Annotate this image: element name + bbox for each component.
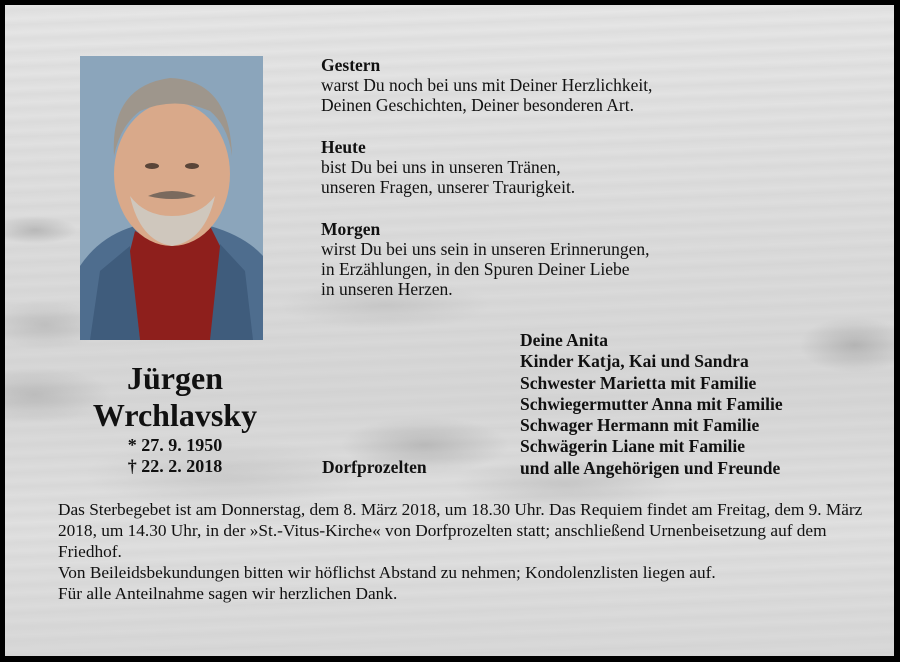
obituary-card [5, 5, 894, 656]
birth-date: * 27. 9. 1950 [127, 435, 223, 455]
mourner: Schwägerin Liane mit Familie [520, 436, 746, 457]
mourner: Schwester Marietta mit Familie [520, 372, 757, 393]
notice-thanks: Für alle Anteilnahme sagen wir herzlichen Dank. [58, 584, 398, 603]
portrait-photo [80, 56, 263, 340]
mourner: Schwiegermutter Anna mit Familie [520, 393, 783, 414]
place-name: Dorfprozelten [322, 457, 427, 477]
stanza-line: wirst Du bei uns sein in unseren Erinnerungen, [321, 239, 650, 259]
stanza-line: bist Du bei uns in unseren Tränen, [321, 157, 561, 177]
stanza-morgen [321, 219, 652, 299]
poem [321, 55, 652, 321]
death-date: † 22. 2. 2018 [127, 456, 223, 476]
mourners-list [520, 330, 783, 479]
stanza-line: in Erzählungen, in den Spuren Deiner Liebe [321, 259, 630, 279]
notice-condolences: Von Beileidsbekundungen bitten wir höflichst Abstand zu nehmen; Kondolenzlisten liegen auf. [58, 563, 716, 582]
deceased-first-name: Jürgen [127, 360, 223, 396]
funeral-notice [58, 499, 878, 604]
portrait-image [80, 56, 263, 340]
stanza-gestern [321, 55, 652, 115]
stanza-heading: Gestern [321, 55, 381, 75]
mourner: und alle Angehörigen und Freunde [520, 457, 781, 478]
notice-service-info: Das Sterbegebet ist am Donnerstag, dem 8. März 2018, um 18.30 Uhr. Das Requiem findet am Freitag, dem 9. März 2018, um 14.30 Uhr, in der »St.-Vitus-Kirche« von Dorfprozelten statt; anschließend Urnenbeisetzung auf dem Friedhof. [58, 500, 863, 561]
stanza-heading: Heute [321, 137, 366, 157]
stanza-line: unseren Fragen, unserer Traurigkeit. [321, 177, 576, 197]
mourner: Schwager Hermann mit Familie [520, 415, 760, 436]
life-dates [95, 435, 255, 477]
stanza-line: warst Du noch bei uns mit Deiner Herzlichkeit, [321, 75, 653, 95]
stanza-line: in unseren Herzen. [321, 279, 453, 299]
stanza-heute [321, 137, 652, 197]
mourner: Kinder Katja, Kai und Sandra [520, 351, 749, 372]
stanza-line: Deinen Geschichten, Deiner besonderen Art. [321, 95, 634, 115]
stanza-heading: Morgen [321, 219, 381, 239]
deceased-last-name: Wrchlavsky [92, 397, 258, 433]
mourner: Deine Anita [520, 330, 608, 350]
